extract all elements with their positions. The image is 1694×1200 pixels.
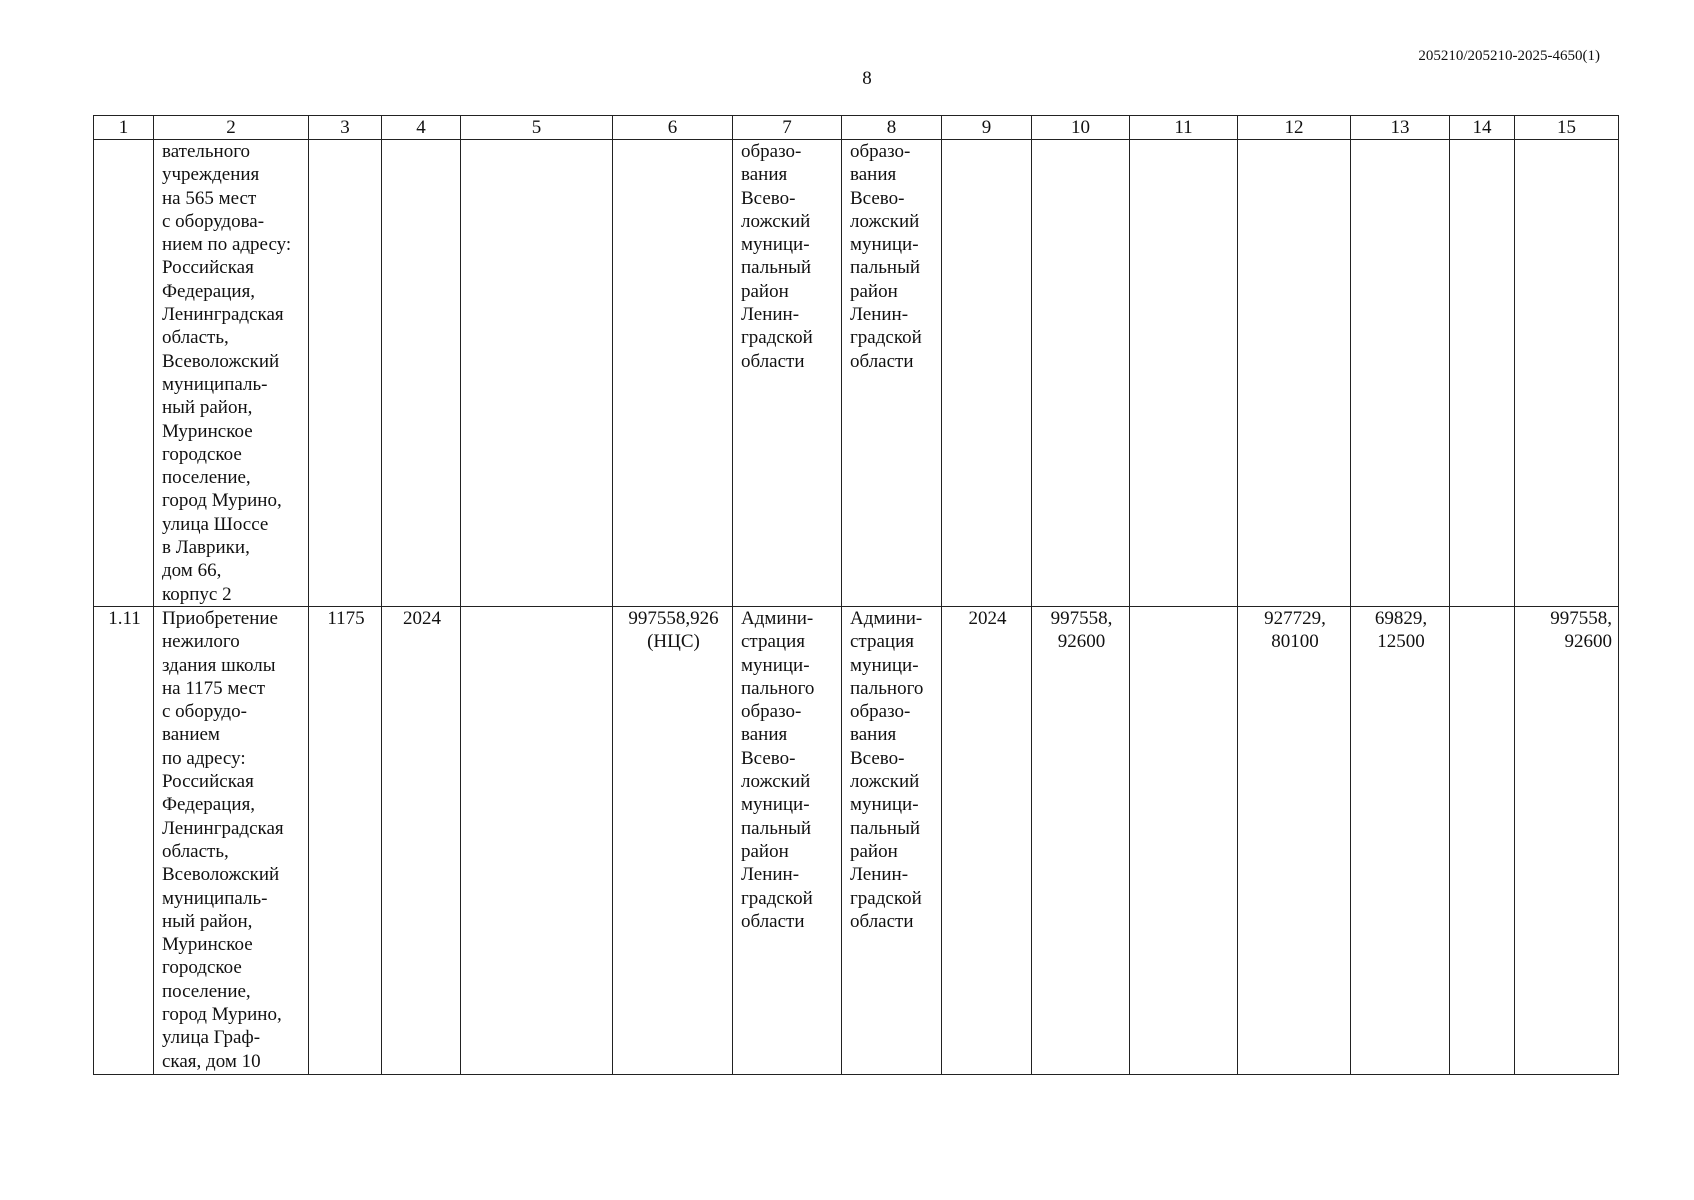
table-row xyxy=(94,606,1619,1074)
cell-col-13: 69829, 12500 xyxy=(1351,606,1450,1074)
column-header-5: 5 xyxy=(461,116,613,140)
cell-cost: 997558,926 (НЦС) xyxy=(613,606,733,1074)
cell-col-12: 927729, 80100 xyxy=(1238,606,1351,1074)
cell-col-10 xyxy=(1032,140,1130,607)
cell-customer: Админи- страция муници- пального образо- вания Всево- ложский муници- пальный район Ленин- градской области xyxy=(733,606,842,1074)
data-table xyxy=(93,115,1619,1075)
column-header-2: 2 xyxy=(154,116,309,140)
cell-customer: образо- вания Всево- ложский муници- пальный район Ленин- градской области xyxy=(733,140,842,607)
cell-col-15 xyxy=(1515,140,1619,607)
cell-col-9: 2024 xyxy=(942,606,1032,1074)
column-header-4: 4 xyxy=(382,116,461,140)
cell-col-12 xyxy=(1238,140,1351,607)
column-header-3: 3 xyxy=(309,116,382,140)
cell-cost xyxy=(613,140,733,607)
page-number: 8 xyxy=(862,68,872,89)
document-id: 205210/205210-2025-4650(1) xyxy=(1418,48,1600,64)
column-header-12: 12 xyxy=(1238,116,1351,140)
column-header-9: 9 xyxy=(942,116,1032,140)
cell-col-13 xyxy=(1351,140,1450,607)
cell-description: вательного учреждения на 565 мест с оборудова- нием по адресу: Российская Федерация, Ленинградская область, Всеволожский муниципаль- ный район, Муринское городское поселение, город Мурино, улица Шоссе в Лаврики, дом 66, корпус 2 xyxy=(154,140,309,607)
cell-col-14 xyxy=(1450,606,1515,1074)
cell-col-15: 997558, 92600 xyxy=(1515,606,1619,1074)
cell-col-5 xyxy=(461,140,613,607)
table-row xyxy=(94,140,1619,607)
column-header-10: 10 xyxy=(1032,116,1130,140)
cell-col-11 xyxy=(1130,606,1238,1074)
cell-col-9 xyxy=(942,140,1032,607)
column-number-header-row xyxy=(94,116,1619,140)
cell-recipient: образо- вания Всево- ложский муници- пальный район Ленин- градской области xyxy=(842,140,942,607)
cell-col-10: 997558, 92600 xyxy=(1032,606,1130,1074)
cell-description: Приобретение нежилого здания школы на 1175 мест с оборудо- ванием по адресу: Российская Федерация, Ленинградская область, Всеволожский муниципаль- ный район, Муринское городское поселение, город Мурино, улица Граф- ская, дом 10 xyxy=(154,606,309,1074)
cell-capacity: 1175 xyxy=(309,606,382,1074)
cell-item-number xyxy=(94,140,154,607)
cell-col-14 xyxy=(1450,140,1515,607)
column-header-14: 14 xyxy=(1450,116,1515,140)
column-header-11: 11 xyxy=(1130,116,1238,140)
column-header-15: 15 xyxy=(1515,116,1619,140)
column-header-7: 7 xyxy=(733,116,842,140)
column-header-6: 6 xyxy=(613,116,733,140)
cell-item-number: 1.11 xyxy=(94,606,154,1074)
cell-year: 2024 xyxy=(382,606,461,1074)
column-header-1: 1 xyxy=(94,116,154,140)
cell-col-5 xyxy=(461,606,613,1074)
cell-capacity xyxy=(309,140,382,607)
column-header-8: 8 xyxy=(842,116,942,140)
cell-recipient: Админи- страция муници- пального образо- вания Всево- ложский муници- пальный район Ленин- градской области xyxy=(842,606,942,1074)
cell-year xyxy=(382,140,461,607)
column-header-13: 13 xyxy=(1351,116,1450,140)
cell-col-11 xyxy=(1130,140,1238,607)
